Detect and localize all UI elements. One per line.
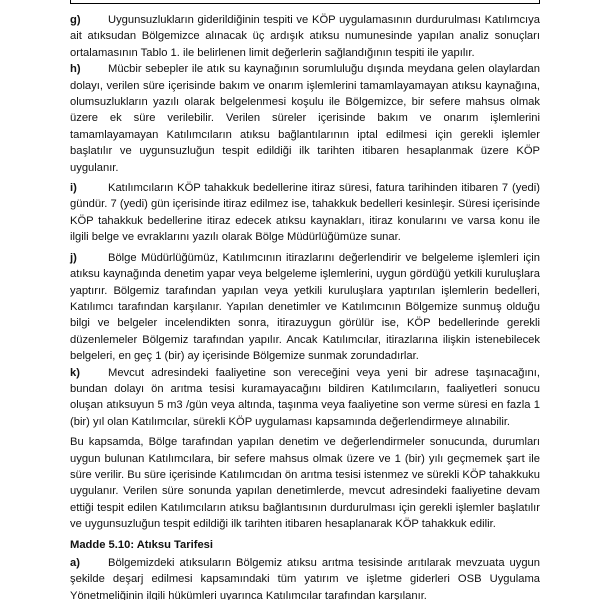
item-label: a) (70, 557, 80, 569)
paragraph-g (70, 12, 540, 61)
item-label: i) (70, 182, 77, 195)
item-label: g) (70, 14, 81, 26)
item-label: k) (70, 366, 80, 379)
section-heading: Madde 5.10: Atıksu Tarifesi (70, 538, 213, 551)
page-top-border (70, 0, 540, 4)
item-text: Mücbir sebepler ile atık su kaynağının sorumluluğu dışında meydana gelen olaylardan dolayı, verilen süre içerisinde bakım ve onarım işlemlerini tamamlayamayan atıksu kaynağına, olumsuzlukların yazılı olarak belgelenmesi koşulu ile Bölgemizce, bir sefere mahsus olmak üzere ek süre verilebilir. Verilen süreler içerisinde bakım ve onarım işlemlerini tamamlayamayan Katılımcıların atıksu bağlantılarının iptal edilmesi için gerekli işlemler başlatılır ve uygunsuzluğun tespit edildiği ilk tarihten itibaren hesaplanmak üzere KÖP uygulanır. (70, 63, 540, 174)
paragraph-j (70, 250, 540, 365)
item-label: j) (70, 251, 77, 264)
document-body (70, 12, 540, 600)
closing-paragraph: Bu kapsamda, Bölge tarafından yapılan denetim ve değerlendirmeler sonucunda, durumları uygun bulunan Katılımcılara, bir sefere mahsus olmak üzere ve 1 (bir) yılı geçmemek şart ile süre verilir. Bu süre içerisinde Katılımcıdan ön arıtma tesisi istenmez ve sürekli KÖP tahakkuku uygulanır. Verilen süre sonunda yapılan denetimlerde, mevcut adresindeki faaliyetine devam ettiği tespit edilen Katılımcıların atıksu bağlantısının durdurulması için gerekli işlemler başlatılır ve uygunsuzluğun tespit edildiği ilk tarihten itibaren hesaplanarak KÖP tahakkuk edilir. (70, 436, 540, 531)
paragraph-h (70, 61, 540, 176)
paragraph-k (70, 365, 540, 431)
item-text: Bölge Müdürlüğümüz, Katılımcının itirazlarını değerlendirir ve belgeleme işlemleri için atıksu kaynağında denetim yapar veya belgeleme işlemlerini, uygun gördüğü yetkili kuruluşlara yaptırır. Bölgemiz tarafından yapılan veya yetkili kuruluşlara yaptırılan işlemlerin bedelleri, Katılımcı tarafından karşılanır. Yapılan denetimler ve Katılımcının Bölgemize sunmuş olduğu bilgi ve belgeler incelendikten sonra, itirazuygun görülür ise, KÖP bedellerinde gerekli düzenlemeler Bölgemiz tarafından yapılır. Ancak Katılımcılar, itirazlarına ilişkin istenebilecek belgeleri, en geç 1 (bir) ay içerisinde Bölgemize sunmak zorundadırlar. (70, 251, 540, 363)
item-text: Bölgemizdeki atıksuların Bölgemiz atıksu arıtma tesisinde arıtılarak mevzuata uygun şekilde deşarj edilmesi kapsamındaki tüm yatırım ve işletme giderleri OSB Uygulama Yönetmeliğinin ilgili hükümleri uyarınca Katılımcılar tarafından karşılanır. (70, 557, 540, 600)
section-item-a (70, 555, 540, 600)
item-text: Mevcut adresindeki faaliyetine son vereceğini veya yeni bir adrese taşınacağını, bundan dolayı ön arıtma tesisi kuramayacağını bildiren Katılımcıların, faaliyetleri sonucu oluşan atıksuyun 5 m3 /gün veya altında, taşınma veya faaliyetine son verme süresi en fazla 1 (bir) yıl olan Katılımcılar, sürekli KÖP uygulaması kapsamında değerlendirmeye alınabilir. (70, 366, 540, 428)
item-text: Katılımcıların KÖP tahakkuk bedellerine itiraz süresi, fatura tarihinden itibaren 7 (yedi) gündür. 7 (yedi) gün içerisinde itiraz edilmez ise, tahakkuk bedelleri kesinleşir. Süresi içerisinde KÖP tahakkuk bedellerine itiraz edecek atıksu kaynakları, itiraz konularını ve varsa konu ile ilgili belge ve evraklarını yazılı olarak Bölge Müdürlüğümüze sunar. (70, 182, 540, 244)
paragraph-i (70, 180, 540, 246)
item-text: Uygunsuzlukların giderildiğinin tespiti ve KÖP uygulamasının durdurulması Katılımcıya ait atıksudan Bölgemizce alınacak üç ardışık atıksu numunesinde yapılan analiz sonuçları ortalamasının Tablo 1. ile belirlenen limit değerlerin sağlandığının tespiti ile yapılır. (70, 14, 540, 59)
item-label: h) (70, 63, 81, 76)
